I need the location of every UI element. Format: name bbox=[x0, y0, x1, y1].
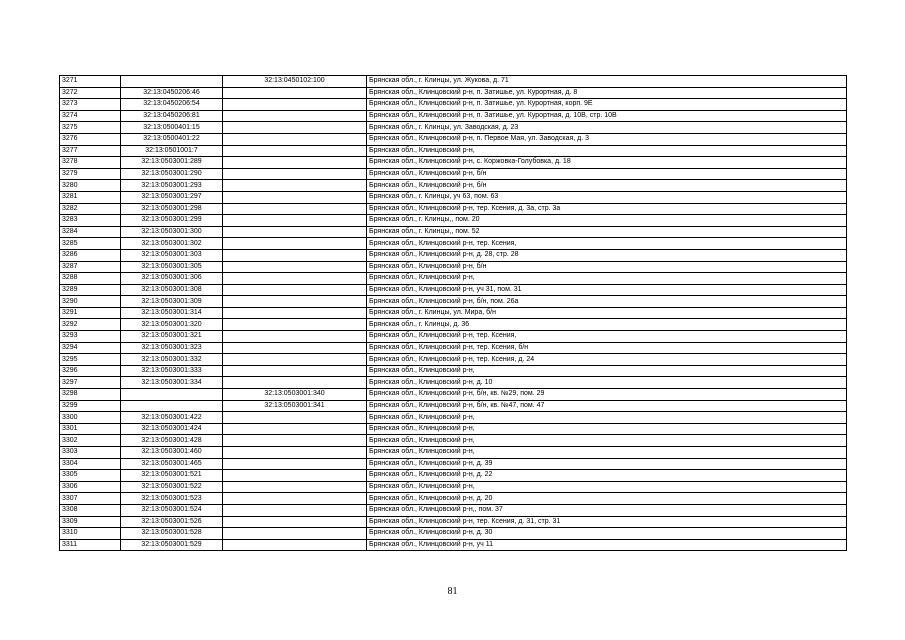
parent-cadastral-number-cell bbox=[223, 377, 367, 389]
row-number-cell: 3286 bbox=[60, 249, 121, 261]
table-row bbox=[60, 423, 847, 435]
parent-cadastral-number-cell bbox=[223, 365, 367, 377]
parent-cadastral-number-cell bbox=[223, 203, 367, 215]
parent-cadastral-number-cell: 32:13:0503001:341 bbox=[223, 400, 367, 412]
address-cell: Брянская обл., г. Клинцы,, пом. 20 bbox=[367, 215, 847, 227]
row-number-cell: 3302 bbox=[60, 435, 121, 447]
row-number-cell: 3281 bbox=[60, 191, 121, 203]
address-cell: Брянская обл., Клинцовский р-н, д. 39 bbox=[367, 458, 847, 470]
cadastral-number-cell: 32:13:0500401:15 bbox=[121, 122, 223, 134]
parent-cadastral-number-cell bbox=[223, 354, 367, 366]
parent-cadastral-number-cell bbox=[223, 435, 367, 447]
cadastral-number-cell: 32:13:0503001:321 bbox=[121, 331, 223, 343]
cadastral-number-cell: 32:13:0503001:302 bbox=[121, 238, 223, 250]
parent-cadastral-number-cell bbox=[223, 249, 367, 261]
row-number-cell: 3301 bbox=[60, 423, 121, 435]
cadastral-number-cell: 32:13:0503001:522 bbox=[121, 481, 223, 493]
row-number-cell: 3292 bbox=[60, 319, 121, 331]
address-cell: Брянская обл., Клинцовский р-н, bbox=[367, 412, 847, 424]
cadastral-number-cell: 32:13:0503001:334 bbox=[121, 377, 223, 389]
cadastral-number-cell: 32:13:0503001:524 bbox=[121, 504, 223, 516]
row-number-cell: 3294 bbox=[60, 342, 121, 354]
parent-cadastral-number-cell bbox=[223, 122, 367, 134]
table-row bbox=[60, 180, 847, 192]
row-number-cell: 3295 bbox=[60, 354, 121, 366]
row-number-cell: 3298 bbox=[60, 389, 121, 401]
parent-cadastral-number-cell bbox=[223, 296, 367, 308]
table-row bbox=[60, 284, 847, 296]
parent-cadastral-number-cell bbox=[223, 331, 367, 343]
parent-cadastral-number-cell bbox=[223, 528, 367, 540]
row-number-cell: 3304 bbox=[60, 458, 121, 470]
row-number-cell: 3287 bbox=[60, 261, 121, 273]
parent-cadastral-number-cell bbox=[223, 215, 367, 227]
row-number-cell: 3310 bbox=[60, 528, 121, 540]
row-number-cell: 3282 bbox=[60, 203, 121, 215]
parent-cadastral-number-cell bbox=[223, 261, 367, 273]
address-cell: Брянская обл., Клинцовский р-н, б/н bbox=[367, 180, 847, 192]
table-row bbox=[60, 470, 847, 482]
table-row bbox=[60, 389, 847, 401]
address-cell: Брянская обл., Клинцовский р-н, bbox=[367, 273, 847, 285]
parent-cadastral-number-cell bbox=[223, 481, 367, 493]
table-row bbox=[60, 261, 847, 273]
address-cell: Брянская обл., Клинцовский р-н, bbox=[367, 423, 847, 435]
property-register-table bbox=[59, 75, 847, 551]
table-row bbox=[60, 203, 847, 215]
cadastral-number-cell: 32:13:0503001:293 bbox=[121, 180, 223, 192]
row-number-cell: 3296 bbox=[60, 365, 121, 377]
parent-cadastral-number-cell bbox=[223, 133, 367, 145]
row-number-cell: 3278 bbox=[60, 157, 121, 169]
row-number-cell: 3303 bbox=[60, 447, 121, 459]
row-number-cell: 3300 bbox=[60, 412, 121, 424]
row-number-cell: 3288 bbox=[60, 273, 121, 285]
cadastral-number-cell: 32:13:0503001:308 bbox=[121, 284, 223, 296]
address-cell: Брянская обл., Клинцовский р-н, д. 20 bbox=[367, 493, 847, 505]
address-cell: Брянская обл., Клинцовский р-н, bbox=[367, 435, 847, 447]
address-cell: Брянская обл., г. Клинцы, ул. Заводская, д. 23 bbox=[367, 122, 847, 134]
cadastral-number-cell: 32:13:0503001:298 bbox=[121, 203, 223, 215]
cadastral-number-cell: 32:13:0503001:305 bbox=[121, 261, 223, 273]
table-row bbox=[60, 145, 847, 157]
cadastral-number-cell: 32:13:0503001:523 bbox=[121, 493, 223, 505]
parent-cadastral-number-cell bbox=[223, 470, 367, 482]
row-number-cell: 3280 bbox=[60, 180, 121, 192]
address-cell: Брянская обл., Клинцовский р-н, тер. Ксения, д. 31, стр. 31 bbox=[367, 516, 847, 528]
table-row bbox=[60, 76, 847, 88]
address-cell: Брянская обл., Клинцовский р-н, п. Затишье, ул. Курортная, корп. 9Е bbox=[367, 99, 847, 111]
table-row bbox=[60, 539, 847, 551]
table-row bbox=[60, 435, 847, 447]
cadastral-number-cell: 32:13:0503001:303 bbox=[121, 249, 223, 261]
address-cell: Брянская обл., Клинцовский р-н, п. Первое Мая, ул. Заводская, д. 3 bbox=[367, 133, 847, 145]
cadastral-number-cell bbox=[121, 76, 223, 88]
parent-cadastral-number-cell bbox=[223, 447, 367, 459]
cadastral-number-cell: 32:13:0503001:320 bbox=[121, 319, 223, 331]
table-row bbox=[60, 122, 847, 134]
parent-cadastral-number-cell bbox=[223, 273, 367, 285]
cadastral-number-cell: 32:13:0503001:300 bbox=[121, 226, 223, 238]
page-number: 81 bbox=[447, 586, 458, 597]
parent-cadastral-number-cell bbox=[223, 458, 367, 470]
address-cell: Брянская обл., Клинцовский р-н, bbox=[367, 447, 847, 459]
parent-cadastral-number-cell bbox=[223, 412, 367, 424]
cadastral-number-cell: 32:13:0503001:465 bbox=[121, 458, 223, 470]
row-number-cell: 3285 bbox=[60, 238, 121, 250]
address-cell: Брянская обл., Клинцовский р-н, тер. Ксения, д. 24 bbox=[367, 354, 847, 366]
table-body bbox=[60, 76, 847, 551]
table-row bbox=[60, 365, 847, 377]
address-cell: Брянская обл., Клинцовский р-н, тер. Ксения, д. 3а, стр. 3а bbox=[367, 203, 847, 215]
table-row bbox=[60, 110, 847, 122]
table-row bbox=[60, 168, 847, 180]
cadastral-number-cell: 32:13:0450206:54 bbox=[121, 99, 223, 111]
table-row bbox=[60, 99, 847, 111]
row-number-cell: 3297 bbox=[60, 377, 121, 389]
table-row bbox=[60, 528, 847, 540]
address-cell: Брянская обл., г. Клинцы, ул. Жукова, д. 71 bbox=[367, 76, 847, 88]
table-row bbox=[60, 377, 847, 389]
address-cell: Брянская обл., Клинцовский р-н, уч 31, пом. 31 bbox=[367, 284, 847, 296]
cadastral-number-cell: 32:13:0450206:81 bbox=[121, 110, 223, 122]
row-number-cell: 3309 bbox=[60, 516, 121, 528]
cadastral-number-cell: 32:13:0503001:428 bbox=[121, 435, 223, 447]
row-number-cell: 3306 bbox=[60, 481, 121, 493]
row-number-cell: 3308 bbox=[60, 504, 121, 516]
address-cell: Брянская обл., Клинцовский р-н, д. 28, стр. 28 bbox=[367, 249, 847, 261]
row-number-cell: 3274 bbox=[60, 110, 121, 122]
parent-cadastral-number-cell bbox=[223, 504, 367, 516]
row-number-cell: 3276 bbox=[60, 133, 121, 145]
table-row bbox=[60, 493, 847, 505]
address-cell: Брянская обл., Клинцовский р-н, тер. Ксения, bbox=[367, 331, 847, 343]
address-cell: Брянская обл., Клинцовский р-н, п. Затишье, ул. Курортная, д. 10В, стр. 10В bbox=[367, 110, 847, 122]
table-row bbox=[60, 273, 847, 285]
address-cell: Брянская обл., Клинцовский р-н, б/н bbox=[367, 261, 847, 273]
address-cell: Брянская обл., Клинцовский р-н, б/н, пом. 26а bbox=[367, 296, 847, 308]
address-cell: Брянская обл., Клинцовский р-н, bbox=[367, 145, 847, 157]
parent-cadastral-number-cell bbox=[223, 284, 367, 296]
row-number-cell: 3311 bbox=[60, 539, 121, 551]
address-cell: Брянская обл., г. Клинцы, уч 63, пом. 63 bbox=[367, 191, 847, 203]
parent-cadastral-number-cell bbox=[223, 238, 367, 250]
parent-cadastral-number-cell bbox=[223, 145, 367, 157]
address-cell: Брянская обл., Клинцовский р-н,, пом. 37 bbox=[367, 504, 847, 516]
cadastral-number-cell: 32:13:0503001:299 bbox=[121, 215, 223, 227]
address-cell: Брянская обл., Клинцовский р-н, б/н, кв. №47, пом. 47 bbox=[367, 400, 847, 412]
cadastral-number-cell: 32:13:0503001:297 bbox=[121, 191, 223, 203]
parent-cadastral-number-cell bbox=[223, 99, 367, 111]
address-cell: Брянская обл., Клинцовский р-н, тер. Ксения, б/н bbox=[367, 342, 847, 354]
parent-cadastral-number-cell bbox=[223, 493, 367, 505]
cadastral-number-cell: 32:13:0503001:290 bbox=[121, 168, 223, 180]
address-cell: Брянская обл., Клинцовский р-н, б/н bbox=[367, 168, 847, 180]
cadastral-number-cell: 32:13:0503001:333 bbox=[121, 365, 223, 377]
cadastral-number-cell: 32:13:0503001:422 bbox=[121, 412, 223, 424]
cadastral-number-cell: 32:13:0503001:332 bbox=[121, 354, 223, 366]
address-cell: Брянская обл., Клинцовский р-н, б/н, кв. №29, пом. 29 bbox=[367, 389, 847, 401]
address-cell: Брянская обл., г. Клинцы, д. 36 bbox=[367, 319, 847, 331]
cadastral-number-cell: 32:13:0503001:306 bbox=[121, 273, 223, 285]
parent-cadastral-number-cell bbox=[223, 87, 367, 99]
cadastral-number-cell bbox=[121, 400, 223, 412]
row-number-cell: 3273 bbox=[60, 99, 121, 111]
row-number-cell: 3272 bbox=[60, 87, 121, 99]
parent-cadastral-number-cell bbox=[223, 423, 367, 435]
table-row bbox=[60, 226, 847, 238]
cadastral-number-cell: 32:13:0503001:289 bbox=[121, 157, 223, 169]
cadastral-number-cell: 32:13:0500401:22 bbox=[121, 133, 223, 145]
parent-cadastral-number-cell bbox=[223, 110, 367, 122]
cadastral-number-cell: 32:13:0503001:323 bbox=[121, 342, 223, 354]
address-cell: Брянская обл., Клинцовский р-н, bbox=[367, 365, 847, 377]
row-number-cell: 3299 bbox=[60, 400, 121, 412]
address-cell: Брянская обл., Клинцовский р-н, п. Затишье, ул. Курортная, д. 8 bbox=[367, 87, 847, 99]
parent-cadastral-number-cell bbox=[223, 516, 367, 528]
table-row bbox=[60, 249, 847, 261]
table-row bbox=[60, 458, 847, 470]
address-cell: Брянская обл., г. Клинцы, ул. Мира, б/н bbox=[367, 307, 847, 319]
row-number-cell: 3283 bbox=[60, 215, 121, 227]
table-row bbox=[60, 157, 847, 169]
table-row bbox=[60, 516, 847, 528]
row-number-cell: 3291 bbox=[60, 307, 121, 319]
address-cell: Брянская обл., Клинцовский р-н, с. Коржовка-Голубовка, д. 18 bbox=[367, 157, 847, 169]
table-row bbox=[60, 331, 847, 343]
table-row bbox=[60, 307, 847, 319]
cadastral-number-cell: 32:13:0503001:460 bbox=[121, 447, 223, 459]
table-row bbox=[60, 191, 847, 203]
cadastral-number-cell: 32:13:0503001:314 bbox=[121, 307, 223, 319]
parent-cadastral-number-cell bbox=[223, 157, 367, 169]
address-cell: Брянская обл., Клинцовский р-н, тер. Ксения, bbox=[367, 238, 847, 250]
cadastral-number-cell: 32:13:0503001:424 bbox=[121, 423, 223, 435]
parent-cadastral-number-cell: 32:13:0503001:340 bbox=[223, 389, 367, 401]
parent-cadastral-number-cell bbox=[223, 539, 367, 551]
row-number-cell: 3307 bbox=[60, 493, 121, 505]
table-row bbox=[60, 87, 847, 99]
parent-cadastral-number-cell bbox=[223, 226, 367, 238]
cadastral-number-cell: 32:13:0503001:529 bbox=[121, 539, 223, 551]
table-row bbox=[60, 412, 847, 424]
address-cell: Брянская обл., Клинцовский р-н, уч 11 bbox=[367, 539, 847, 551]
table-row bbox=[60, 481, 847, 493]
parent-cadastral-number-cell bbox=[223, 168, 367, 180]
table-row bbox=[60, 296, 847, 308]
cadastral-number-cell: 32:13:0501001:7 bbox=[121, 145, 223, 157]
row-number-cell: 3293 bbox=[60, 331, 121, 343]
table-row bbox=[60, 238, 847, 250]
table-row bbox=[60, 319, 847, 331]
row-number-cell: 3289 bbox=[60, 284, 121, 296]
parent-cadastral-number-cell bbox=[223, 319, 367, 331]
row-number-cell: 3271 bbox=[60, 76, 121, 88]
cadastral-number-cell: 32:13:0503001:309 bbox=[121, 296, 223, 308]
table-row bbox=[60, 133, 847, 145]
parent-cadastral-number-cell bbox=[223, 180, 367, 192]
cadastral-number-cell: 32:13:0450206:46 bbox=[121, 87, 223, 99]
address-cell: Брянская обл., Клинцовский р-н, д. 10 bbox=[367, 377, 847, 389]
parent-cadastral-number-cell bbox=[223, 342, 367, 354]
cadastral-number-cell: 32:13:0503001:526 bbox=[121, 516, 223, 528]
cadastral-number-cell: 32:13:0503001:521 bbox=[121, 470, 223, 482]
table-row bbox=[60, 342, 847, 354]
address-cell: Брянская обл., Клинцовский р-н, bbox=[367, 481, 847, 493]
cadastral-number-cell: 32:13:0503001:528 bbox=[121, 528, 223, 540]
cadastral-number-cell bbox=[121, 389, 223, 401]
address-cell: Брянская обл., г. Клинцы,, пом. 52 bbox=[367, 226, 847, 238]
table-row bbox=[60, 447, 847, 459]
parent-cadastral-number-cell bbox=[223, 191, 367, 203]
row-number-cell: 3305 bbox=[60, 470, 121, 482]
table-row bbox=[60, 400, 847, 412]
row-number-cell: 3279 bbox=[60, 168, 121, 180]
address-cell: Брянская обл., Клинцовский р-н, д. 22 bbox=[367, 470, 847, 482]
parent-cadastral-number-cell bbox=[223, 307, 367, 319]
address-cell: Брянская обл., Клинцовский р-н, д. 30 bbox=[367, 528, 847, 540]
row-number-cell: 3277 bbox=[60, 145, 121, 157]
row-number-cell: 3284 bbox=[60, 226, 121, 238]
table-row bbox=[60, 215, 847, 227]
row-number-cell: 3290 bbox=[60, 296, 121, 308]
table-row bbox=[60, 504, 847, 516]
table-row bbox=[60, 354, 847, 366]
parent-cadastral-number-cell: 32:13:0450102:100 bbox=[223, 76, 367, 88]
row-number-cell: 3275 bbox=[60, 122, 121, 134]
